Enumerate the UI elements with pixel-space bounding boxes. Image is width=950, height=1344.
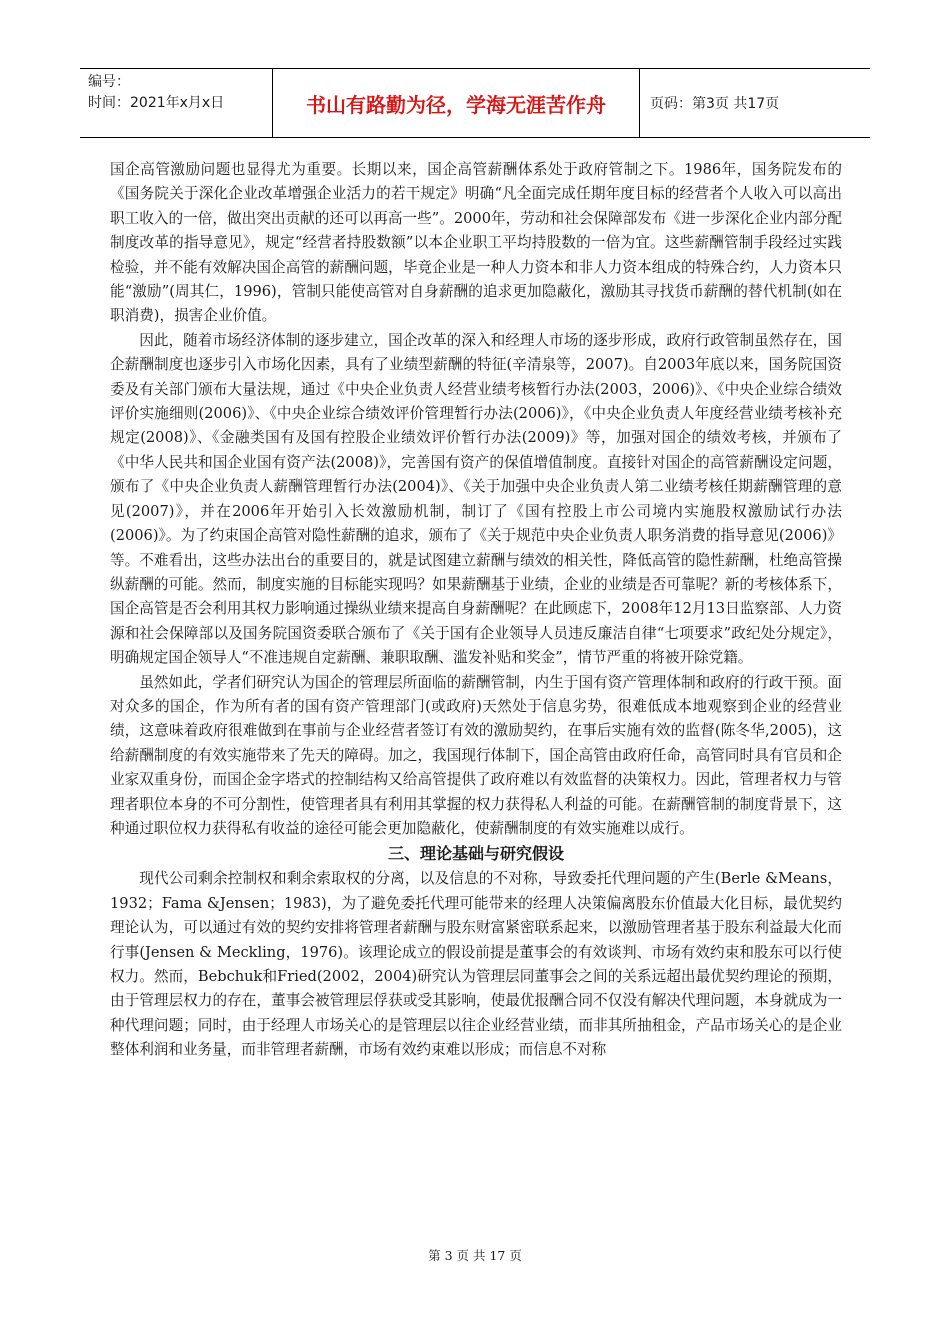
document-date: 时间：2021年x月x日	[88, 95, 225, 111]
section-heading: 三、理论基础与研究假设	[387, 844, 564, 864]
body-paragraph-3: 虽然如此，学者们研究认为国企的管理层所面临的薪酬管制，内生于国有资产管理体制和政府的行政干预。面对众多的国企，作为所有者的国有资产管理部门(或政府)天然处于信息劣势，很难低成本地观察到企业的经营业绩，这意味着政府很难做到在事前与企业经营者签订有效的激励契约，在事后实施有效的监督(陈冬华,2005)，这给薪酬制度的有效实施带来了先天的障碍。加之，我国现行体制下，国企高管由政府任命，高管同时具有官员和企业家双重身份，而国企金字塔式的控制结构又给高管提供了政府难以有效监督的决策权力。因此，管理者权力与管理者职位本身的不可分割性，使管理者具有利用其掌握的权力获得私人利益的可能。在薪酬管制的制度背景下，这种通过职位权力获得私有收益的途径可能会更加隐蔽化，使薪酬制度的有效实施难以成行。	[110, 673, 842, 837]
body-paragraph-2: 因此，随着市场经济体制的逐步建立，国企改革的深入和经理人市场的逐步形成，政府行政管制虽然存在，国企薪酬制度也逐步引入市场化因素，具有了业绩型薪酬的特征(辛清泉等，2007)。自2003年底以来，国务院国资委及有关部门颁布大量法规，通过《中央企业负责人经营业绩考核暂行办法(2003，2006)》、《中央企业综合绩效评价实施细则(2006)》、《中央企业综合绩效评价管理暂行办法(2006)》，《中央企业负责人年度经营业绩考核补充规定(2008)》、《金融类国有及国有控股企业绩效评价暂行办法(2009)》等，加强对国企的绩效考核，并颁布了《中华人民共和国企业国有资产法(2008)》，完善国有资产的保值增值制度。直接针对国企的高管薪酬设定问题，颁布了《中央企业负责人薪酬管理暂行办法(2004)》、《关于加强中央企业负责人第二业绩考核任期薪酬管理的意见(2007)》，并在2006年开始引入长效激励机制，制订了《国有控股上市公司境内实施股权激励试行办法(2006)》。为了约束国企高管对隐性薪酬的追求，颁布了《关于规范中央企业负责人职务消费的指导意见(2006)》等。不难看出，这些办法出台的重要目的，就是试图建立薪酬与绩效的相关性，降低高管的隐性薪酬，杜绝高管操纵薪酬的可能。然而，制度实施的目标能实现吗？如果薪酬基于业绩，企业的业绩是否可靠呢？新的考核体系下，国企高管是否会利用其权力影响通过操纵业绩来提高自身薪酬呢？在此顾虑下，2008年12月13日监察部、人力资源和社会保障部以及国务院国资委联合颁布了《关于国有企业领导人员违反廉洁自律“七项要求”政纪处分规定》，明确规定国企领导人“不准违规自定薪酬、兼职取酬、滥发补贴和奖金”，情节严重的将被开除党籍。	[110, 331, 842, 667]
document-number-label: 编号：	[88, 74, 130, 90]
body-paragraph-1: 国企高管激励问题也显得尤为重要。长期以来，国企高管薪酬体系处于政府管制之下。1986年，国务院发布的《国务院关于深化企业改革增强企业活力的若干规定》明确“凡全面完成任期年度目标的经营者个人收入可以高出职工收入的一倍，做出突出贡献的还可以再高一些”。2000年，劳动和社会保障部发布《进一步深化企业内部分配制度改革的指导意见》，规定“经营者持股数额”以本企业职工平均持股数的一倍为宜。这些薪酬管制手段经过实践检验，并不能有效解决国企高管的薪酬问题，毕竟企业是一种人力资本和非人力资本组成的特殊合约，人力资本只能“激励”(周其仁，1996)，管制只能使高管对自身薪酬的追求更加隐蔽化，激励其寻找货币薪酬的替代机制(如在职消费)，损害企业价值。	[110, 161, 842, 325]
header-motto: 书山有路勤为径，学海无涯苦作舟	[273, 69, 640, 137]
page-header	[80, 68, 870, 138]
section-paragraph: 现代公司剩余控制权和剩余索取权的分离，以及信息的不对称，导致委托代理问题的产生(Berle &Means，1932；Fama &Jensen；1983)，为了避免委托代理可能带来的经理人决策偏离股东价值最大化目标，最优契约理论认为，可以通过有效的契约安排将管理者薪酬与股东财富紧密联系起来，以激励管理者基于股东利益最大化而行事(Jensen & Meckling，1976)。该理论成立的假设前提是董事会的有效谈判、市场有效约束和股东可以行使权力。然而，Bebchuk和Fried(2002，2004)研究认为管理层同董事会之间的关系远超出最优契约理论的预期，由于管理层权力的存在，董事会被管理层俘获或受其影响，使最优报酬合同不仅没有解决代理问题，本身就成为一种代理问题；同时，由于经理人市场关心的是管理层以往企业经营业绩，而非其所抽租金，产品市场关心的是企业整体利润和业务量，而非管理者薪酬，市场有效约束难以形成；而信息不对称	[110, 870, 842, 1059]
header-meta	[80, 69, 273, 137]
header-page-number: 页码：第3页 共17页	[650, 96, 780, 112]
page-footer: 第 3 页 共 17 页	[428, 1248, 522, 1263]
document-body	[110, 158, 842, 1063]
